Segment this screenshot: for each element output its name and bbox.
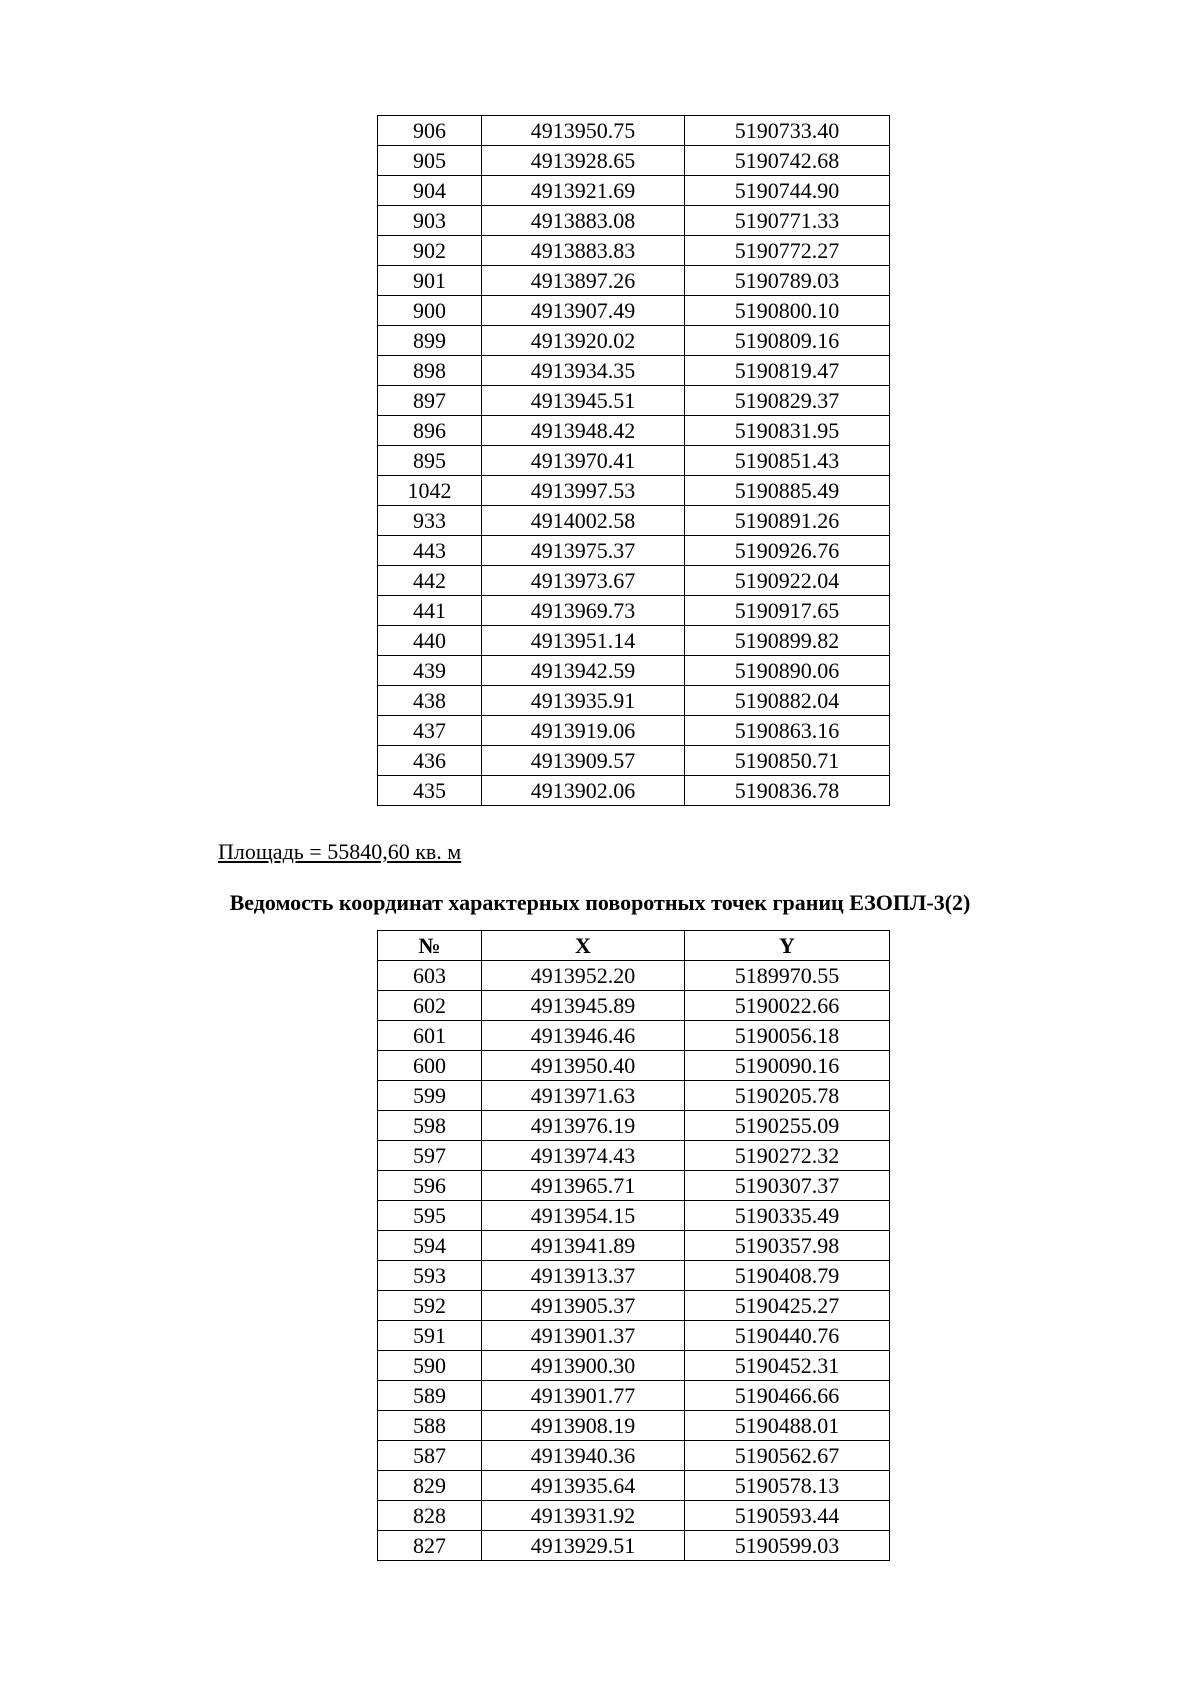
y-coordinate-cell: 5190440.76 [685, 1321, 890, 1351]
table-row [378, 776, 890, 806]
table-row [378, 1411, 890, 1441]
point-number-cell: 901 [378, 266, 482, 296]
table-row [378, 991, 890, 1021]
x-coordinate-cell: 4913940.36 [482, 1441, 685, 1471]
y-coordinate-cell: 5190850.71 [685, 746, 890, 776]
table-row [378, 686, 890, 716]
point-number-cell: 587 [378, 1441, 482, 1471]
y-coordinate-cell: 5190917.65 [685, 596, 890, 626]
table-header [378, 931, 890, 961]
y-coordinate-cell: 5190488.01 [685, 1411, 890, 1441]
point-number-cell: 895 [378, 446, 482, 476]
coordinates-table-ezopl-3-2 [377, 930, 890, 1561]
point-number-cell: 592 [378, 1291, 482, 1321]
table-row [378, 716, 890, 746]
table-row [378, 1051, 890, 1081]
table-row [378, 1171, 890, 1201]
point-number-cell: 601 [378, 1021, 482, 1051]
point-number-cell: 904 [378, 176, 482, 206]
table-row [378, 1351, 890, 1381]
point-number-cell: 599 [378, 1081, 482, 1111]
y-coordinate-cell: 5190819.47 [685, 356, 890, 386]
y-coordinate-cell: 5190890.06 [685, 656, 890, 686]
point-number-cell: 827 [378, 1531, 482, 1561]
y-coordinate-cell: 5190809.16 [685, 326, 890, 356]
y-coordinate-cell: 5190891.26 [685, 506, 890, 536]
x-coordinate-cell: 4913897.26 [482, 266, 685, 296]
y-coordinate-cell: 5190272.32 [685, 1141, 890, 1171]
x-coordinate-cell: 4913965.71 [482, 1171, 685, 1201]
coordinates-table-body [378, 961, 890, 1561]
y-coordinate-cell: 5190022.66 [685, 991, 890, 1021]
y-coordinate-cell: 5189970.55 [685, 961, 890, 991]
point-number-cell: 596 [378, 1171, 482, 1201]
x-coordinate-cell: 4913935.91 [482, 686, 685, 716]
x-coordinate-cell: 4913901.77 [482, 1381, 685, 1411]
x-coordinate-cell: 4913902.06 [482, 776, 685, 806]
table-row [378, 746, 890, 776]
point-number-cell: 597 [378, 1141, 482, 1171]
x-coordinate-cell: 4913908.19 [482, 1411, 685, 1441]
y-coordinate-cell: 5190599.03 [685, 1531, 890, 1561]
table-row [378, 416, 890, 446]
point-number-cell: 603 [378, 961, 482, 991]
y-coordinate-cell: 5190733.40 [685, 116, 890, 146]
table-row [378, 236, 890, 266]
point-number-cell: 441 [378, 596, 482, 626]
section-title: Ведомость координат характерных поворотных точек границ ЕЗОПЛ-3(2) [229, 890, 971, 915]
x-coordinate-cell: 4913973.67 [482, 566, 685, 596]
table-row [378, 176, 890, 206]
y-coordinate-cell: 5190926.76 [685, 536, 890, 566]
table-row [378, 1531, 890, 1561]
table-row [378, 1381, 890, 1411]
table-row [378, 506, 890, 536]
y-coordinate-cell: 5190562.67 [685, 1441, 890, 1471]
point-number-cell: 443 [378, 536, 482, 566]
x-coordinate-cell: 4913931.92 [482, 1501, 685, 1531]
point-number-cell: 439 [378, 656, 482, 686]
table-row [378, 626, 890, 656]
point-number-cell: 898 [378, 356, 482, 386]
x-coordinate-cell: 4913920.02 [482, 326, 685, 356]
point-number-cell: 903 [378, 206, 482, 236]
table-row [378, 1441, 890, 1471]
x-coordinate-cell: 4913948.42 [482, 416, 685, 446]
table-row [378, 596, 890, 626]
y-coordinate-cell: 5190882.04 [685, 686, 890, 716]
y-coordinate-cell: 5190056.18 [685, 1021, 890, 1051]
x-coordinate-cell: 4913950.75 [482, 116, 685, 146]
table-row [378, 1111, 890, 1141]
coordinates-table-continued [377, 115, 890, 806]
x-coordinate-cell: 4913905.37 [482, 1291, 685, 1321]
point-number-cell: 595 [378, 1201, 482, 1231]
y-coordinate-cell: 5190255.09 [685, 1111, 890, 1141]
x-coordinate-cell: 4913935.64 [482, 1471, 685, 1501]
point-number-cell: 905 [378, 146, 482, 176]
x-coordinate-cell: 4913952.20 [482, 961, 685, 991]
point-number-cell: 436 [378, 746, 482, 776]
x-coordinate-cell: 4913971.63 [482, 1081, 685, 1111]
x-coordinate-cell: 4913929.51 [482, 1531, 685, 1561]
x-coordinate-cell: 4913913.37 [482, 1261, 685, 1291]
x-coordinate-cell: 4913975.37 [482, 536, 685, 566]
header-point-number: № [378, 931, 482, 961]
table-row [378, 1321, 890, 1351]
table-row [378, 1501, 890, 1531]
point-number-cell: 593 [378, 1261, 482, 1291]
table-row [378, 1471, 890, 1501]
point-number-cell: 933 [378, 506, 482, 536]
x-coordinate-cell: 4913919.06 [482, 716, 685, 746]
header-x: X [482, 931, 685, 961]
y-coordinate-cell: 5190851.43 [685, 446, 890, 476]
point-number-cell: 440 [378, 626, 482, 656]
point-number-cell: 437 [378, 716, 482, 746]
point-number-cell: 902 [378, 236, 482, 266]
y-coordinate-cell: 5190831.95 [685, 416, 890, 446]
y-coordinate-cell: 5190744.90 [685, 176, 890, 206]
y-coordinate-cell: 5190771.33 [685, 206, 890, 236]
x-coordinate-cell: 4913945.89 [482, 991, 685, 1021]
point-number-cell: 590 [378, 1351, 482, 1381]
point-number-cell: 897 [378, 386, 482, 416]
point-number-cell: 589 [378, 1381, 482, 1411]
point-number-cell: 899 [378, 326, 482, 356]
x-coordinate-cell: 4913934.35 [482, 356, 685, 386]
y-coordinate-cell: 5190425.27 [685, 1291, 890, 1321]
table-row [378, 1081, 890, 1111]
table-row [378, 476, 890, 506]
table-header-row [378, 931, 890, 961]
table-row [378, 1141, 890, 1171]
point-number-cell: 900 [378, 296, 482, 326]
table-row [378, 1021, 890, 1051]
y-coordinate-cell: 5190593.44 [685, 1501, 890, 1531]
x-coordinate-cell: 4913921.69 [482, 176, 685, 206]
y-coordinate-cell: 5190885.49 [685, 476, 890, 506]
x-coordinate-cell: 4913909.57 [482, 746, 685, 776]
point-number-cell: 600 [378, 1051, 482, 1081]
table-row [378, 356, 890, 386]
y-coordinate-cell: 5190742.68 [685, 146, 890, 176]
x-coordinate-cell: 4913974.43 [482, 1141, 685, 1171]
y-coordinate-cell: 5190578.13 [685, 1471, 890, 1501]
area-total: Площадь = 55840,60 кв. м [218, 839, 462, 864]
x-coordinate-cell: 4913907.49 [482, 296, 685, 326]
x-coordinate-cell: 4913954.15 [482, 1201, 685, 1231]
table-row [378, 1201, 890, 1231]
x-coordinate-cell: 4913950.40 [482, 1051, 685, 1081]
y-coordinate-cell: 5190090.16 [685, 1051, 890, 1081]
y-coordinate-cell: 5190863.16 [685, 716, 890, 746]
table-row [378, 326, 890, 356]
x-coordinate-cell: 4913942.59 [482, 656, 685, 686]
y-coordinate-cell: 5190307.37 [685, 1171, 890, 1201]
y-coordinate-cell: 5190829.37 [685, 386, 890, 416]
y-coordinate-cell: 5190466.66 [685, 1381, 890, 1411]
point-number-cell: 438 [378, 686, 482, 716]
y-coordinate-cell: 5190789.03 [685, 266, 890, 296]
x-coordinate-cell: 4913900.30 [482, 1351, 685, 1381]
y-coordinate-cell: 5190335.49 [685, 1201, 890, 1231]
table-row [378, 566, 890, 596]
table-row [378, 386, 890, 416]
table-row [378, 116, 890, 146]
x-coordinate-cell: 4913945.51 [482, 386, 685, 416]
x-coordinate-cell: 4913970.41 [482, 446, 685, 476]
x-coordinate-cell: 4913976.19 [482, 1111, 685, 1141]
y-coordinate-cell: 5190408.79 [685, 1261, 890, 1291]
x-coordinate-cell: 4913997.53 [482, 476, 685, 506]
x-coordinate-cell: 4913951.14 [482, 626, 685, 656]
table-row [378, 266, 890, 296]
x-coordinate-cell: 4913901.37 [482, 1321, 685, 1351]
y-coordinate-cell: 5190772.27 [685, 236, 890, 266]
y-coordinate-cell: 5190357.98 [685, 1231, 890, 1261]
table-row [378, 446, 890, 476]
point-number-cell: 598 [378, 1111, 482, 1141]
x-coordinate-cell: 4913928.65 [482, 146, 685, 176]
x-coordinate-cell: 4913883.08 [482, 206, 685, 236]
y-coordinate-cell: 5190205.78 [685, 1081, 890, 1111]
table-row [378, 296, 890, 326]
x-coordinate-cell: 4913946.46 [482, 1021, 685, 1051]
table-row [378, 1261, 890, 1291]
y-coordinate-cell: 5190836.78 [685, 776, 890, 806]
coordinates-table-body [378, 116, 890, 806]
table-row [378, 206, 890, 236]
header-y: Y [685, 931, 890, 961]
point-number-cell: 906 [378, 116, 482, 146]
point-number-cell: 591 [378, 1321, 482, 1351]
table-row [378, 536, 890, 566]
point-number-cell: 442 [378, 566, 482, 596]
point-number-cell: 594 [378, 1231, 482, 1261]
table-row [378, 1231, 890, 1261]
point-number-cell: 602 [378, 991, 482, 1021]
point-number-cell: 588 [378, 1411, 482, 1441]
x-coordinate-cell: 4913941.89 [482, 1231, 685, 1261]
point-number-cell: 828 [378, 1501, 482, 1531]
x-coordinate-cell: 4913883.83 [482, 236, 685, 266]
point-number-cell: 1042 [378, 476, 482, 506]
table-row [378, 1291, 890, 1321]
table-row [378, 656, 890, 686]
y-coordinate-cell: 5190452.31 [685, 1351, 890, 1381]
point-number-cell: 896 [378, 416, 482, 446]
y-coordinate-cell: 5190800.10 [685, 296, 890, 326]
y-coordinate-cell: 5190899.82 [685, 626, 890, 656]
x-coordinate-cell: 4914002.58 [482, 506, 685, 536]
table-row [378, 146, 890, 176]
x-coordinate-cell: 4913969.73 [482, 596, 685, 626]
point-number-cell: 829 [378, 1471, 482, 1501]
y-coordinate-cell: 5190922.04 [685, 566, 890, 596]
table-row [378, 961, 890, 991]
point-number-cell: 435 [378, 776, 482, 806]
